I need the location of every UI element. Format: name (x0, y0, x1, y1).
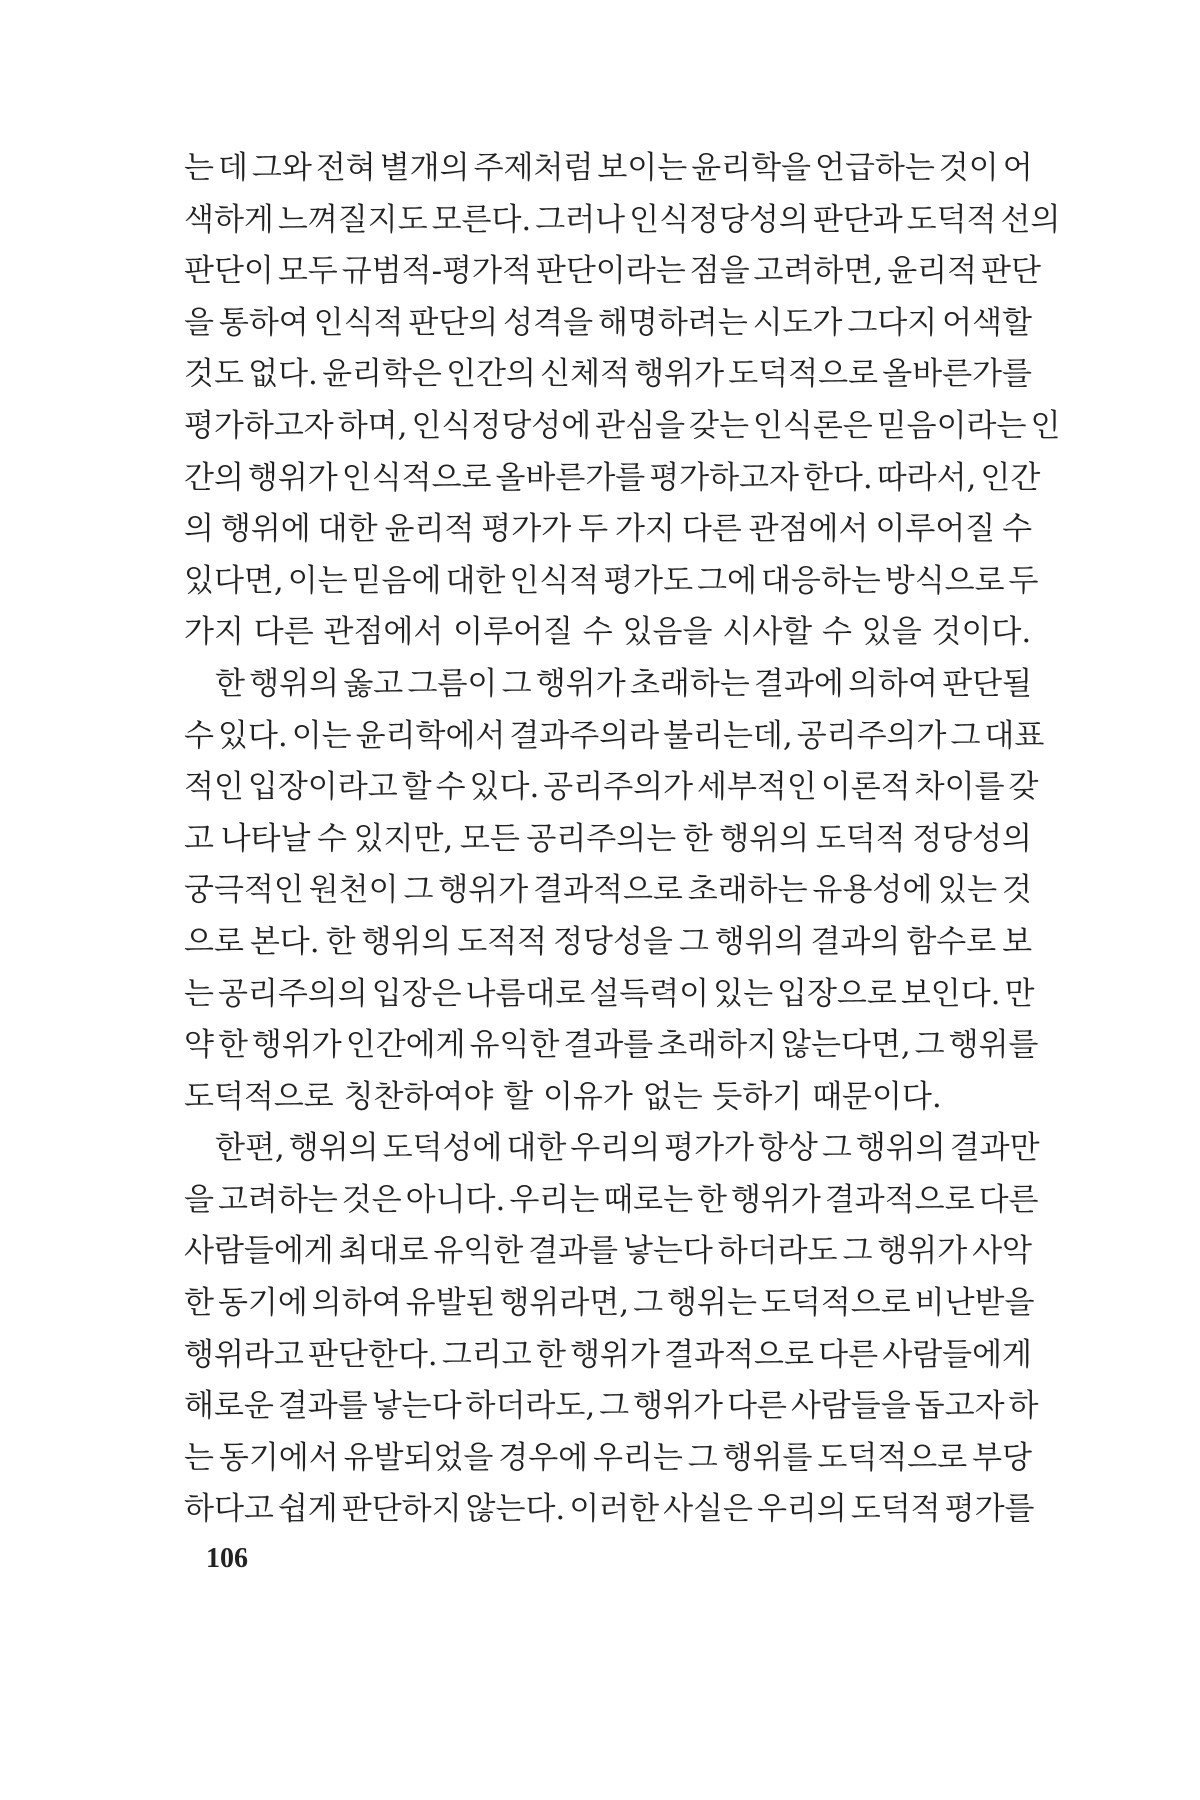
text-line: 행위라고 판단한다. 그리고 한 행위가 결과적으로 다른 사람들에게 (184, 1336, 1032, 1373)
text-line: 는 공리주의의 입장은 나름대로 설득력이 있는 입장으로 보인다. 만 (184, 975, 1035, 1012)
text-line: 평가하고자 하며, 인식정당성에 관심을 갖는 인식론은 믿음이라는 인 (184, 407, 1061, 444)
text-line: 으로 본다. 한 행위의 도적적 정당성을 그 행위의 결과의 함수로 보 (184, 923, 1033, 960)
text-line: 해로운 결과를 낳는다 하더라도, 그 행위가 다른 사람들을 돕고자 하 (184, 1388, 1039, 1425)
text-line: 한편, 행위의 도덕성에 대한 우리의 평가가 항상 그 행위의 결과만 (215, 1130, 1040, 1167)
text-line: 는 데 그와 전혀 별개의 주제처럼 보이는 윤리학을 언급하는 것이 어 (184, 150, 1033, 186)
text-line: 의 행위에 대한 윤리적 평가가 두 가지 다른 관점에서 이루어질 수 (184, 511, 1033, 548)
text-line: 는 동기에서 유발되었을 경우에 우리는 그 행위를 도덕적으로 부당 (184, 1439, 1032, 1476)
text-line: 하다고 쉽게 판단하지 않는다. 이러한 사실은 우리의 도덕적 평가를 (184, 1491, 1035, 1528)
text-line: 가지 다른 관점에서 이루어질 수 있음을 시사할 수 있을 것이다. (184, 614, 1032, 651)
text-line: 한 행위의 옳고 그름이 그 행위가 초래하는 결과에 의하여 판단될 (215, 665, 1033, 702)
text-line: 있다면, 이는 믿음에 대한 인식적 평가도 그에 대응하는 방식으로 두 (184, 562, 1039, 599)
text-line: 수 있다. 이는 윤리학에서 결과주의라 불리는데, 공리주의가 그 대표 (184, 717, 1045, 754)
text-line: 것도 없다. 윤리학은 인간의 신체적 행위가 도덕적으로 올바른가를 (184, 356, 1032, 393)
text-line: 한 동기에 의하여 유발된 행위라면, 그 행위는 도덕적으로 비난받을 (184, 1285, 1035, 1322)
text-line: 색하게 느껴질지도 모른다. 그러나 인식정당성의 판단과 도덕적 선의 (184, 201, 1061, 238)
text-line: 적인 입장이라고 할 수 있다. 공리주의가 세부적인 이론적 차이를 갖 (184, 769, 1039, 806)
paragraph-3 (184, 1123, 1040, 1536)
text-line: 을 통하여 인식적 판단의 성격을 해명하려는 시도가 그다지 어색할 (184, 304, 1032, 341)
text-line: 을 고려하는 것은 아니다. 우리는 때로는 한 행위가 결과적으로 다른 (184, 1181, 1039, 1218)
text-line: 간의 행위가 인식적으로 올바른가를 평가하고자 한다. 따라서, 인간 (184, 459, 1041, 496)
text-line: 사람들에게 최대로 유익한 결과를 낳는다 하더라도 그 행위가 사악 (184, 1233, 1032, 1270)
paragraph-2 (184, 659, 1045, 1123)
text-line: 약 한 행위가 인간에게 유익한 결과를 초래하지 않는다면, 그 행위를 (184, 1027, 1039, 1064)
text-line: 도덕적으로 칭찬하여야 할 이유가 없는 듯하기 때문이다. (184, 1078, 942, 1115)
body-text (184, 143, 1061, 1536)
text-line: 궁극적인 원천이 그 행위가 결과적으로 초래하는 유용성에 있는 것 (184, 872, 1032, 909)
text-line: 고 나타날 수 있지만, 모든 공리주의는 한 행위의 도덕적 정당성의 (184, 820, 1033, 857)
text-line: 판단이 모두 규범적-평가적 판단이라는 점을 고려하면, 윤리적 판단 (184, 253, 1041, 290)
page-number: 106 (206, 1543, 248, 1574)
paragraph-1 (184, 143, 1061, 659)
